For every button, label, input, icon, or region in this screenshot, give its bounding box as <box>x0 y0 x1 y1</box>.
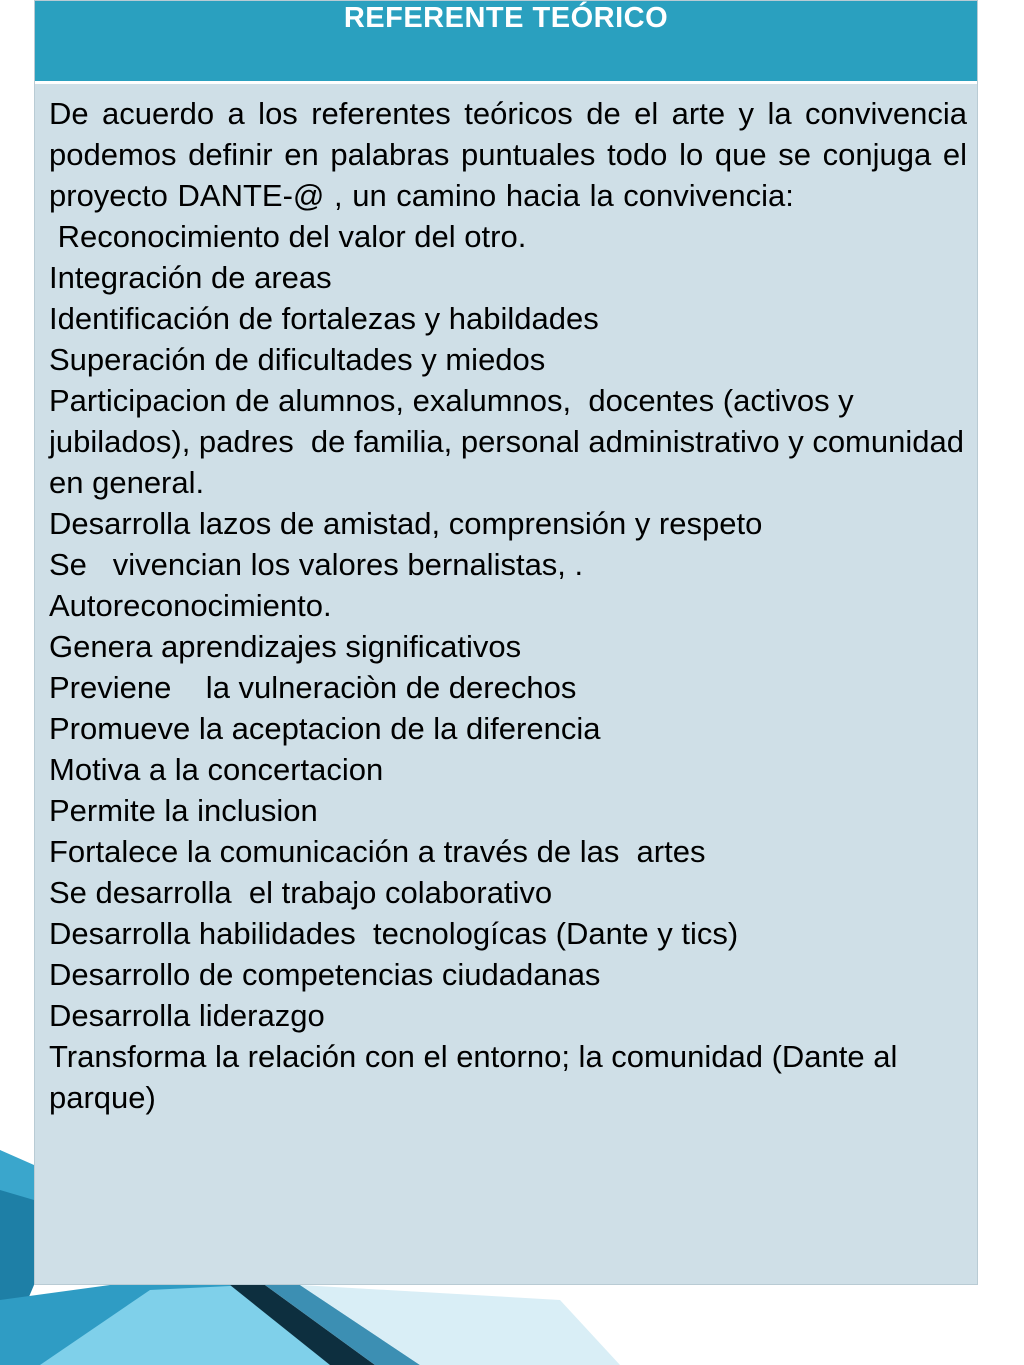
table-header <box>35 1 977 84</box>
table-title: REFERENTE TEÓRICO <box>343 2 669 34</box>
list-item: Desarrolla habilidades tecnologícas (Dante y tics) <box>49 916 739 951</box>
list-item: Permite la inclusion <box>49 793 318 828</box>
list-item: Superación de dificultades y miedos <box>49 342 546 377</box>
list-item: Transforma la relación con el entorno; la comunidad (Dante al parque) <box>49 1039 906 1115</box>
list-item: Promueve la aceptacion de la diferencia <box>49 711 601 746</box>
list-item: Motiva a la concertacion <box>49 752 384 787</box>
list-item: Desarrollo de competencias ciudadanas <box>49 957 601 992</box>
list-item: Reconocimiento del valor del otro. <box>49 219 527 254</box>
content-table <box>34 0 978 1285</box>
list-item: Participacion de alumnos, exalumnos, docentes (activos y jubilados), padres de familia, personal administrativo y comunidad en general. <box>49 383 973 500</box>
list-item: Desarrolla lazos de amistad, comprensión y respeto <box>49 506 763 541</box>
table-body <box>49 93 973 1118</box>
list-item: Identificación de fortalezas y habildades <box>49 301 599 336</box>
list-item: Fortalece la comunicación a través de las artes <box>49 834 706 869</box>
intro-paragraph: De acuerdo a los referentes teóricos de el arte y la convivencia podemos definir en palabras puntuales todo lo que se conjuga el proyecto DANTE-@ , un camino hacia la convivencia: <box>49 96 967 213</box>
list-item: Genera aprendizajes significativos <box>49 629 522 664</box>
list-item: Integración de areas <box>49 260 332 295</box>
list-item: Previene la vulneraciòn de derechos <box>49 670 577 705</box>
list-item: Se vivencian los valores bernalistas, . <box>49 547 584 582</box>
list-item: Autoreconocimiento. <box>49 588 332 623</box>
list-item: Se desarrolla el trabajo colaborativo <box>49 875 553 910</box>
list-item: Desarrolla liderazgo <box>49 998 325 1033</box>
concept-list <box>49 216 973 1118</box>
